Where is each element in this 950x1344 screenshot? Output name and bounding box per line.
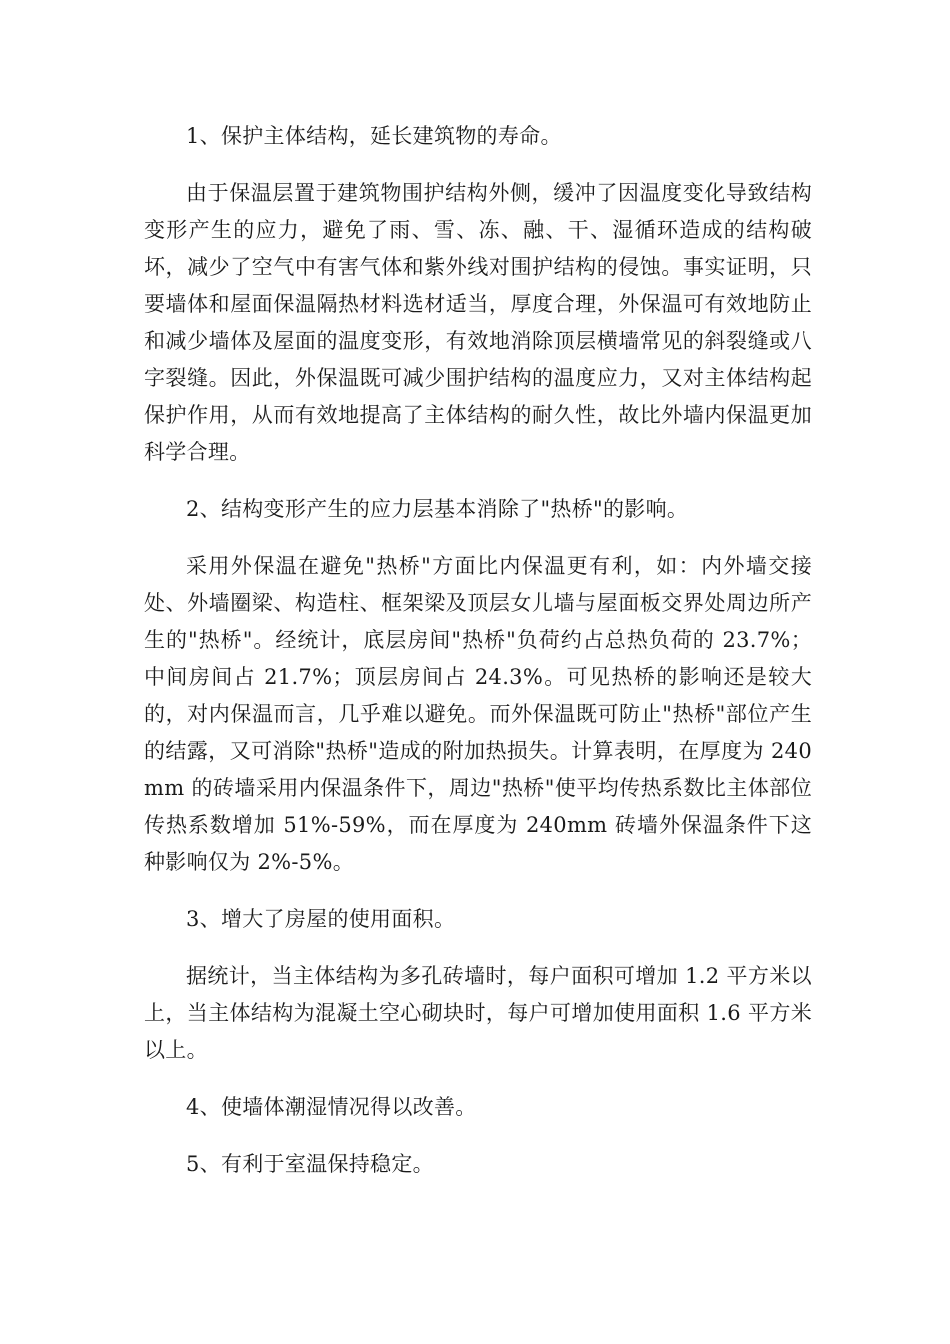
section-heading-4: 4、使墙体潮湿情况得以改善。 (186, 1095, 477, 1119)
section-heading-2: 2、结构变形产生的应力层基本消除了"热桥"的影响。 (186, 497, 689, 521)
section-heading-1: 1、保护主体结构，延长建筑物的寿命。 (186, 124, 562, 148)
document-body (144, 118, 812, 1203)
body-paragraph-2: 采用外保温在避免"热桥"方面比内保温更有利，如：内外墙交接处、外墙圈梁、构造柱、框架梁及顶层女儿墙与屋面板交界处周边所产生的"热桥"。经统计，底层房间"热桥"负荷约占总热负荷的 23.7%；中间房间占 21.7%；顶层房间占 24.3%。可见热桥的影响还是较大的，对内保温而言，几乎难以避免。而外保温既可防止"热桥"部位产生的结露，又可消除"热桥"造成的附加热损失。计算表明，在厚度为 240 mm 的砖墙采用内保温条件下，周边"热桥"使平均传热系数比主体部位传热系数增加 51%-59%，而在厚度为 240mm 砖墙外保温条件下这种影响仅为 2%-5%。 (144, 554, 812, 874)
section-heading-5: 5、有利于室温保持稳定。 (186, 1152, 434, 1176)
section-heading-3: 3、增大了房屋的使用面积。 (186, 907, 456, 931)
body-paragraph-3: 据统计，当主体结构为多孔砖墙时，每户面积可增加 1.2 平方米以上，当主体结构为混凝土空心砌块时，每户可增加使用面积 1.6 平方米以上。 (144, 964, 812, 1062)
body-paragraph-1: 由于保温层置于建筑物围护结构外侧，缓冲了因温度变化导致结构变形产生的应力，避免了雨、雪、冻、融、干、湿循环造成的结构破坏，减少了空气中有害气体和紫外线对围护结构的侵蚀。事实证明，只要墙体和屋面保温隔热材料选材适当，厚度合理，外保温可有效地防止和减少墙体及屋面的温度变形，有效地消除顶层横墙常见的斜裂缝或八字裂缝。因此，外保温既可减少围护结构的温度应力，又对主体结构起保护作用，从而有效地提高了主体结构的耐久性，故比外墙内保温更加科学合理。 (144, 181, 812, 464)
